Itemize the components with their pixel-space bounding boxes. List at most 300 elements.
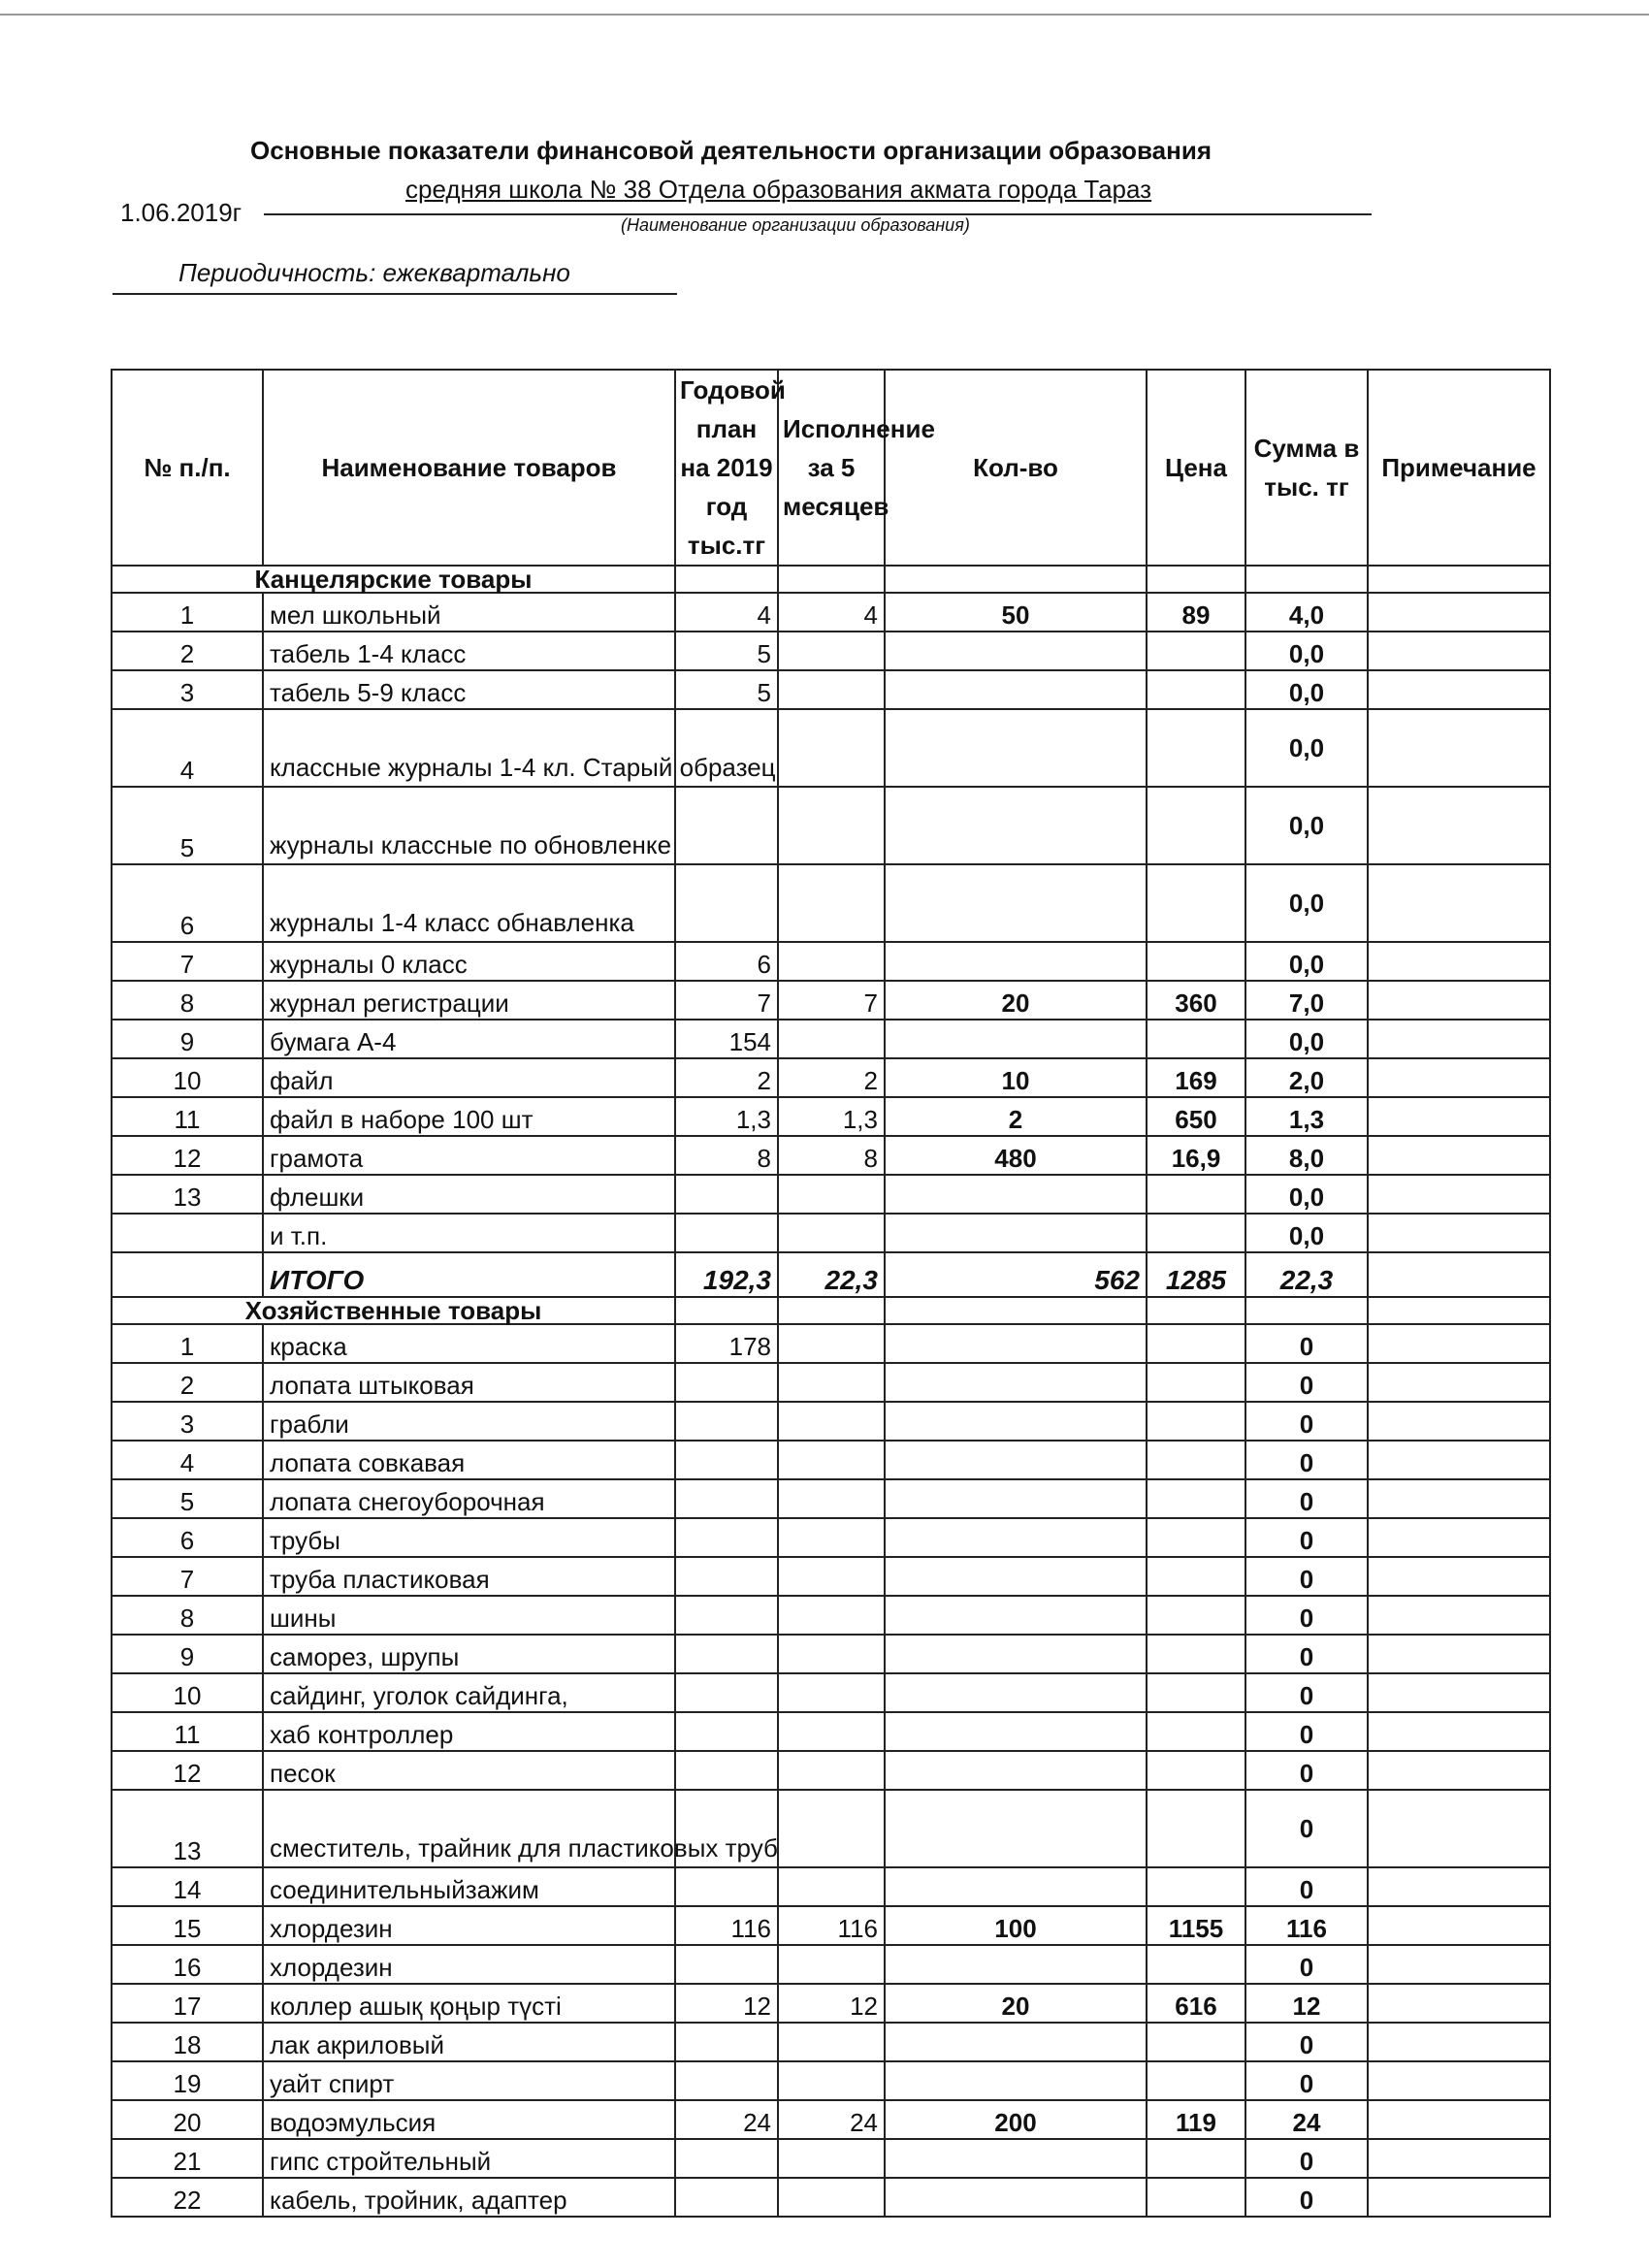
- price-value: [1147, 1867, 1245, 1906]
- table-row: [112, 1945, 1550, 1984]
- sum-value: 0: [1245, 1751, 1368, 1790]
- col-header-qty: Кол-во: [885, 370, 1147, 566]
- sum-value: 0: [1245, 2178, 1368, 2217]
- item-name: журналы 0 класс: [263, 942, 675, 981]
- table-row: [112, 1867, 1550, 1906]
- item-name: лопата совкавая: [263, 1441, 675, 1479]
- qty-value: [885, 1557, 1147, 1596]
- plan-value: [675, 2178, 778, 2217]
- price-value: [1147, 632, 1245, 670]
- sum-value: 0: [1245, 1596, 1368, 1635]
- row-number: 9: [112, 1020, 263, 1058]
- note-cell: [1368, 1097, 1550, 1136]
- sum-value: 0,0: [1245, 709, 1368, 787]
- note-cell: [1368, 1363, 1550, 1402]
- plan-value: [675, 1441, 778, 1479]
- note-cell: [1368, 1984, 1550, 2023]
- qty-value: [885, 942, 1147, 981]
- exec-value: [778, 1673, 885, 1712]
- periodicity-underline: [113, 293, 677, 295]
- plan-value: [675, 1712, 778, 1751]
- table-row: [112, 709, 1550, 787]
- exec-value: [778, 1751, 885, 1790]
- row-number: 2: [112, 632, 263, 670]
- col-header-sum: Сумма в тыс. тг: [1245, 370, 1368, 566]
- row-number: 3: [112, 1402, 263, 1441]
- exec-value: [778, 709, 885, 787]
- row-number: 7: [112, 1557, 263, 1596]
- item-name: табель 1-4 класс: [263, 632, 675, 670]
- price-value: [1147, 1712, 1245, 1751]
- sum-value: 0: [1245, 1673, 1368, 1712]
- exec-value: [778, 1402, 885, 1441]
- empty-cell: [778, 1297, 885, 1324]
- note-cell: [1368, 1020, 1550, 1058]
- plan-value: 154: [675, 1020, 778, 1058]
- sum-value: 0,0: [1245, 1020, 1368, 1058]
- document-title: Основные показатели финансовой деятельности организации образования: [250, 136, 1212, 165]
- exec-value: [778, 2139, 885, 2178]
- total-qty: 562: [885, 1252, 1147, 1297]
- table-row: [112, 1984, 1550, 2023]
- plan-value: [675, 864, 778, 942]
- table-header-row: [112, 370, 1550, 566]
- price-value: [1147, 1479, 1245, 1518]
- price-value: [1147, 2023, 1245, 2061]
- total-label: ИТОГО: [263, 1252, 675, 1297]
- exec-value: 4: [778, 593, 885, 632]
- price-value: [1147, 1751, 1245, 1790]
- item-name: хлордезин: [263, 1945, 675, 1984]
- item-name: саморез, шрупы: [263, 1635, 675, 1673]
- note-cell: [1368, 1596, 1550, 1635]
- exec-value: [778, 1214, 885, 1252]
- sum-value: 0,0: [1245, 787, 1368, 864]
- table-body: [112, 566, 1550, 2217]
- qty-value: [885, 787, 1147, 864]
- table-row: [112, 632, 1550, 670]
- table-row: [112, 2023, 1550, 2061]
- empty-cell: [885, 566, 1147, 593]
- note-cell: [1368, 1441, 1550, 1479]
- price-value: [1147, 1363, 1245, 1402]
- sum-value: 0: [1245, 2139, 1368, 2178]
- qty-value: 200: [885, 2100, 1147, 2139]
- item-name: лопата снегоуборочная: [263, 1479, 675, 1518]
- qty-value: [885, 1867, 1147, 1906]
- item-name: лак акриловый: [263, 2023, 675, 2061]
- item-name: грамота: [263, 1136, 675, 1175]
- note-cell: [1368, 1214, 1550, 1252]
- row-number: 21: [112, 2139, 263, 2178]
- table-row: [112, 1673, 1550, 1712]
- price-value: [1147, 1557, 1245, 1596]
- exec-value: [778, 1441, 885, 1479]
- exec-value: [778, 2023, 885, 2061]
- item-name: классные журналы 1-4 кл. Старый образец: [263, 709, 675, 787]
- note-cell: [1368, 787, 1550, 864]
- exec-value: [778, 1518, 885, 1557]
- item-name: файл в наборе 100 шт: [263, 1097, 675, 1136]
- price-value: 169: [1147, 1058, 1245, 1097]
- note-cell: [1368, 1751, 1550, 1790]
- sum-value: 0: [1245, 1518, 1368, 1557]
- row-number: 4: [112, 709, 263, 787]
- exec-value: [778, 1324, 885, 1363]
- item-name: труба пластиковая: [263, 1557, 675, 1596]
- exec-value: [778, 1596, 885, 1635]
- row-number: 13: [112, 1175, 263, 1214]
- row-number: 3: [112, 670, 263, 709]
- note-cell: [1368, 709, 1550, 787]
- table-row: [112, 1596, 1550, 1635]
- plan-value: [675, 1175, 778, 1214]
- price-value: [1147, 2178, 1245, 2217]
- item-name: трубы: [263, 1518, 675, 1557]
- plan-value: 24: [675, 2100, 778, 2139]
- total-plan: 192,3: [675, 1252, 778, 1297]
- table-row: [112, 1363, 1550, 1402]
- qty-value: [885, 2178, 1147, 2217]
- row-number: 6: [112, 864, 263, 942]
- qty-value: [885, 1751, 1147, 1790]
- finance-table: [111, 369, 1551, 2218]
- exec-value: [778, 1363, 885, 1402]
- exec-value: [778, 1020, 885, 1058]
- item-name: хлордезин: [263, 1906, 675, 1945]
- plan-value: 6: [675, 942, 778, 981]
- row-number: 12: [112, 1751, 263, 1790]
- sum-value: 0,0: [1245, 1175, 1368, 1214]
- plan-value: 5: [675, 670, 778, 709]
- row-number: 16: [112, 1945, 263, 1984]
- qty-value: [885, 1441, 1147, 1479]
- table-row: [112, 1906, 1550, 1945]
- qty-value: [885, 1363, 1147, 1402]
- qty-value: [885, 864, 1147, 942]
- row-number: 22: [112, 2178, 263, 2217]
- note-cell: [1368, 1712, 1550, 1751]
- exec-value: [778, 942, 885, 981]
- table-row: [112, 2100, 1550, 2139]
- document-date: 1.06.2019г: [120, 198, 242, 227]
- sum-value: 116: [1245, 1906, 1368, 1945]
- plan-value: [675, 1402, 778, 1441]
- exec-value: [778, 1790, 885, 1867]
- total-note-cell: [1368, 1252, 1550, 1297]
- exec-value: [778, 1712, 885, 1751]
- item-name: и т.п.: [263, 1214, 675, 1252]
- sum-value: 0: [1245, 1557, 1368, 1596]
- table-row: [112, 1441, 1550, 1479]
- exec-value: [778, 632, 885, 670]
- row-number: 6: [112, 1518, 263, 1557]
- qty-value: [885, 632, 1147, 670]
- table-row: [112, 1097, 1550, 1136]
- price-value: 360: [1147, 981, 1245, 1020]
- table-row: [112, 1020, 1550, 1058]
- price-value: [1147, 709, 1245, 787]
- table-row: [112, 787, 1550, 864]
- sum-value: 0: [1245, 1635, 1368, 1673]
- price-value: [1147, 1596, 1245, 1635]
- empty-cell: [1147, 566, 1245, 593]
- plan-value: 4: [675, 593, 778, 632]
- item-name: журнал регистрации: [263, 981, 675, 1020]
- sum-value: 7,0: [1245, 981, 1368, 1020]
- price-value: 616: [1147, 1984, 1245, 2023]
- table-row: [112, 1518, 1550, 1557]
- plan-value: [675, 2023, 778, 2061]
- sum-value: 0: [1245, 1790, 1368, 1867]
- price-value: [1147, 1635, 1245, 1673]
- item-name: коллер ашық қоңыр түсті: [263, 1984, 675, 2023]
- plan-value: [675, 1635, 778, 1673]
- qty-value: [885, 1479, 1147, 1518]
- row-number: 18: [112, 2023, 263, 2061]
- qty-value: [885, 2061, 1147, 2100]
- exec-value: [778, 787, 885, 864]
- note-cell: [1368, 1402, 1550, 1441]
- sum-value: 4,0: [1245, 593, 1368, 632]
- row-number: 7: [112, 942, 263, 981]
- org-caption: (Наименование организации образования): [621, 215, 970, 235]
- sum-value: 0: [1245, 1479, 1368, 1518]
- note-cell: [1368, 1790, 1550, 1867]
- empty-cell: [1368, 566, 1550, 593]
- plan-value: [675, 1214, 778, 1252]
- price-value: [1147, 1945, 1245, 1984]
- item-name: сайдинг, уголок сайдинга,: [263, 1673, 675, 1712]
- price-value: [1147, 1402, 1245, 1441]
- plan-value: 8: [675, 1136, 778, 1175]
- empty-cell: [885, 1297, 1147, 1324]
- sum-value: 0: [1245, 1867, 1368, 1906]
- price-value: 119: [1147, 2100, 1245, 2139]
- item-name: флешки: [263, 1175, 675, 1214]
- note-cell: [1368, 1136, 1550, 1175]
- table-row: [112, 1136, 1550, 1175]
- plan-value: 116: [675, 1906, 778, 1945]
- sum-value: 2,0: [1245, 1058, 1368, 1097]
- sum-value: 0: [1245, 1712, 1368, 1751]
- price-value: [1147, 864, 1245, 942]
- table-row: [112, 864, 1550, 942]
- sum-value: 0,0: [1245, 942, 1368, 981]
- qty-value: [885, 1596, 1147, 1635]
- row-number: 9: [112, 1635, 263, 1673]
- exec-value: [778, 1945, 885, 1984]
- item-name: песок: [263, 1751, 675, 1790]
- row-number: 11: [112, 1097, 263, 1136]
- note-cell: [1368, 632, 1550, 670]
- item-name: хаб контроллер: [263, 1712, 675, 1751]
- total-price: 1285: [1147, 1252, 1245, 1297]
- row-number: 5: [112, 787, 263, 864]
- plan-value: 178: [675, 1324, 778, 1363]
- plan-value: [675, 1945, 778, 1984]
- table-row: [112, 1479, 1550, 1518]
- col-header-note: Примечание: [1368, 370, 1550, 566]
- qty-value: [885, 1790, 1147, 1867]
- table-row: [112, 670, 1550, 709]
- item-name: журналы классные по обновленке: [263, 787, 675, 864]
- row-number: 20: [112, 2100, 263, 2139]
- note-cell: [1368, 1906, 1550, 1945]
- sum-value: 0,0: [1245, 1214, 1368, 1252]
- item-name: бумага А-4: [263, 1020, 675, 1058]
- note-cell: [1368, 864, 1550, 942]
- exec-value: 24: [778, 2100, 885, 2139]
- sum-value: 0: [1245, 1945, 1368, 1984]
- row-number: 14: [112, 1867, 263, 1906]
- plan-value: [675, 1751, 778, 1790]
- table-row: [112, 1751, 1550, 1790]
- note-cell: [1368, 1175, 1550, 1214]
- note-cell: [1368, 1945, 1550, 1984]
- exec-value: [778, 864, 885, 942]
- qty-value: [885, 1175, 1147, 1214]
- col-header-plan: Годовой план на 2019 год тыс.тг: [675, 370, 778, 566]
- table-row: [112, 1635, 1550, 1673]
- row-number: 10: [112, 1058, 263, 1097]
- table-row: [112, 2061, 1550, 2100]
- total-sum: 22,3: [1245, 1252, 1368, 1297]
- empty-cell: [1368, 1297, 1550, 1324]
- row-number: 2: [112, 1363, 263, 1402]
- row-number: 5: [112, 1479, 263, 1518]
- row-number: 8: [112, 981, 263, 1020]
- qty-value: 20: [885, 1984, 1147, 2023]
- plan-value: 5: [675, 632, 778, 670]
- sum-value: 0: [1245, 1324, 1368, 1363]
- scan-edge-line: [0, 14, 1649, 16]
- col-header-price: Цена: [1147, 370, 1245, 566]
- section-header-row: [112, 1297, 1550, 1324]
- plan-value: [675, 2061, 778, 2100]
- sum-value: 0: [1245, 1402, 1368, 1441]
- row-number: 11: [112, 1712, 263, 1751]
- qty-value: 100: [885, 1906, 1147, 1945]
- plan-value: 2: [675, 1058, 778, 1097]
- qty-value: 20: [885, 981, 1147, 1020]
- qty-value: [885, 1020, 1147, 1058]
- empty-cell: [675, 566, 778, 593]
- sum-value: 0: [1245, 1363, 1368, 1402]
- row-number: 19: [112, 2061, 263, 2100]
- table-row: [112, 1214, 1550, 1252]
- empty-cell: [778, 566, 885, 593]
- qty-value: 10: [885, 1058, 1147, 1097]
- row-number: 12: [112, 1136, 263, 1175]
- empty-cell: [675, 1297, 778, 1324]
- price-value: [1147, 670, 1245, 709]
- sum-value: 0,0: [1245, 864, 1368, 942]
- section-title: Хозяйственные товары: [112, 1297, 675, 1324]
- note-cell: [1368, 1635, 1550, 1673]
- exec-value: 2: [778, 1058, 885, 1097]
- item-name: лопата штыковая: [263, 1363, 675, 1402]
- empty-cell: [1147, 1297, 1245, 1324]
- note-cell: [1368, 1324, 1550, 1363]
- item-name: гипс стройтельный: [263, 2139, 675, 2178]
- sum-value: 24: [1245, 2100, 1368, 2139]
- sum-value: 0: [1245, 2061, 1368, 2100]
- col-header-number: № п./п.: [112, 370, 263, 566]
- row-number: 1: [112, 593, 263, 632]
- empty-cell: [1245, 1297, 1368, 1324]
- item-name: сместитель, трайник для пластиковых труб: [263, 1790, 675, 1867]
- note-cell: [1368, 670, 1550, 709]
- qty-value: [885, 1324, 1147, 1363]
- empty-cell: [1245, 566, 1368, 593]
- price-value: [1147, 787, 1245, 864]
- qty-value: [885, 2023, 1147, 2061]
- table-row: [112, 1175, 1550, 1214]
- sum-value: 0: [1245, 1441, 1368, 1479]
- row-number: [112, 1214, 263, 1252]
- qty-value: 2: [885, 1097, 1147, 1136]
- note-cell: [1368, 1479, 1550, 1518]
- price-value: [1147, 1790, 1245, 1867]
- qty-value: [885, 1214, 1147, 1252]
- exec-value: [778, 2061, 885, 2100]
- col-header-exec: Исполнение за 5 месяцев: [778, 370, 885, 566]
- item-name: файл: [263, 1058, 675, 1097]
- plan-value: [675, 1596, 778, 1635]
- row-number: 1: [112, 1324, 263, 1363]
- section-header-row: [112, 566, 1550, 593]
- plan-value: [675, 1363, 778, 1402]
- exec-value: 1,3: [778, 1097, 885, 1136]
- note-cell: [1368, 1058, 1550, 1097]
- price-value: [1147, 1214, 1245, 1252]
- row-number: 10: [112, 1673, 263, 1712]
- note-cell: [1368, 2061, 1550, 2100]
- total-number-cell: [112, 1252, 263, 1297]
- table-row: [112, 1712, 1550, 1751]
- row-number: 17: [112, 1984, 263, 2023]
- price-value: 16,9: [1147, 1136, 1245, 1175]
- periodicity: Периодичность: ежеквартально: [178, 258, 570, 287]
- qty-value: [885, 1945, 1147, 1984]
- note-cell: [1368, 981, 1550, 1020]
- plan-value: [675, 2139, 778, 2178]
- plan-value: [675, 1479, 778, 1518]
- exec-value: [778, 1635, 885, 1673]
- col-header-name: Наименование товаров: [263, 370, 675, 566]
- sum-value: 12: [1245, 1984, 1368, 2023]
- exec-value: [778, 1867, 885, 1906]
- qty-value: 480: [885, 1136, 1147, 1175]
- row-number: 4: [112, 1441, 263, 1479]
- plan-value: [675, 1673, 778, 1712]
- table-row: [112, 1790, 1550, 1867]
- qty-value: [885, 670, 1147, 709]
- total-exec: 22,3: [778, 1252, 885, 1297]
- row-number: 13: [112, 1790, 263, 1867]
- sum-value: 8,0: [1245, 1136, 1368, 1175]
- price-value: [1147, 1324, 1245, 1363]
- note-cell: [1368, 1867, 1550, 1906]
- table-row: [112, 1324, 1550, 1363]
- price-value: [1147, 1175, 1245, 1214]
- price-value: [1147, 942, 1245, 981]
- table-row: [112, 593, 1550, 632]
- qty-value: 50: [885, 593, 1147, 632]
- item-name: табель 5-9 класс: [263, 670, 675, 709]
- table-row: [112, 2139, 1550, 2178]
